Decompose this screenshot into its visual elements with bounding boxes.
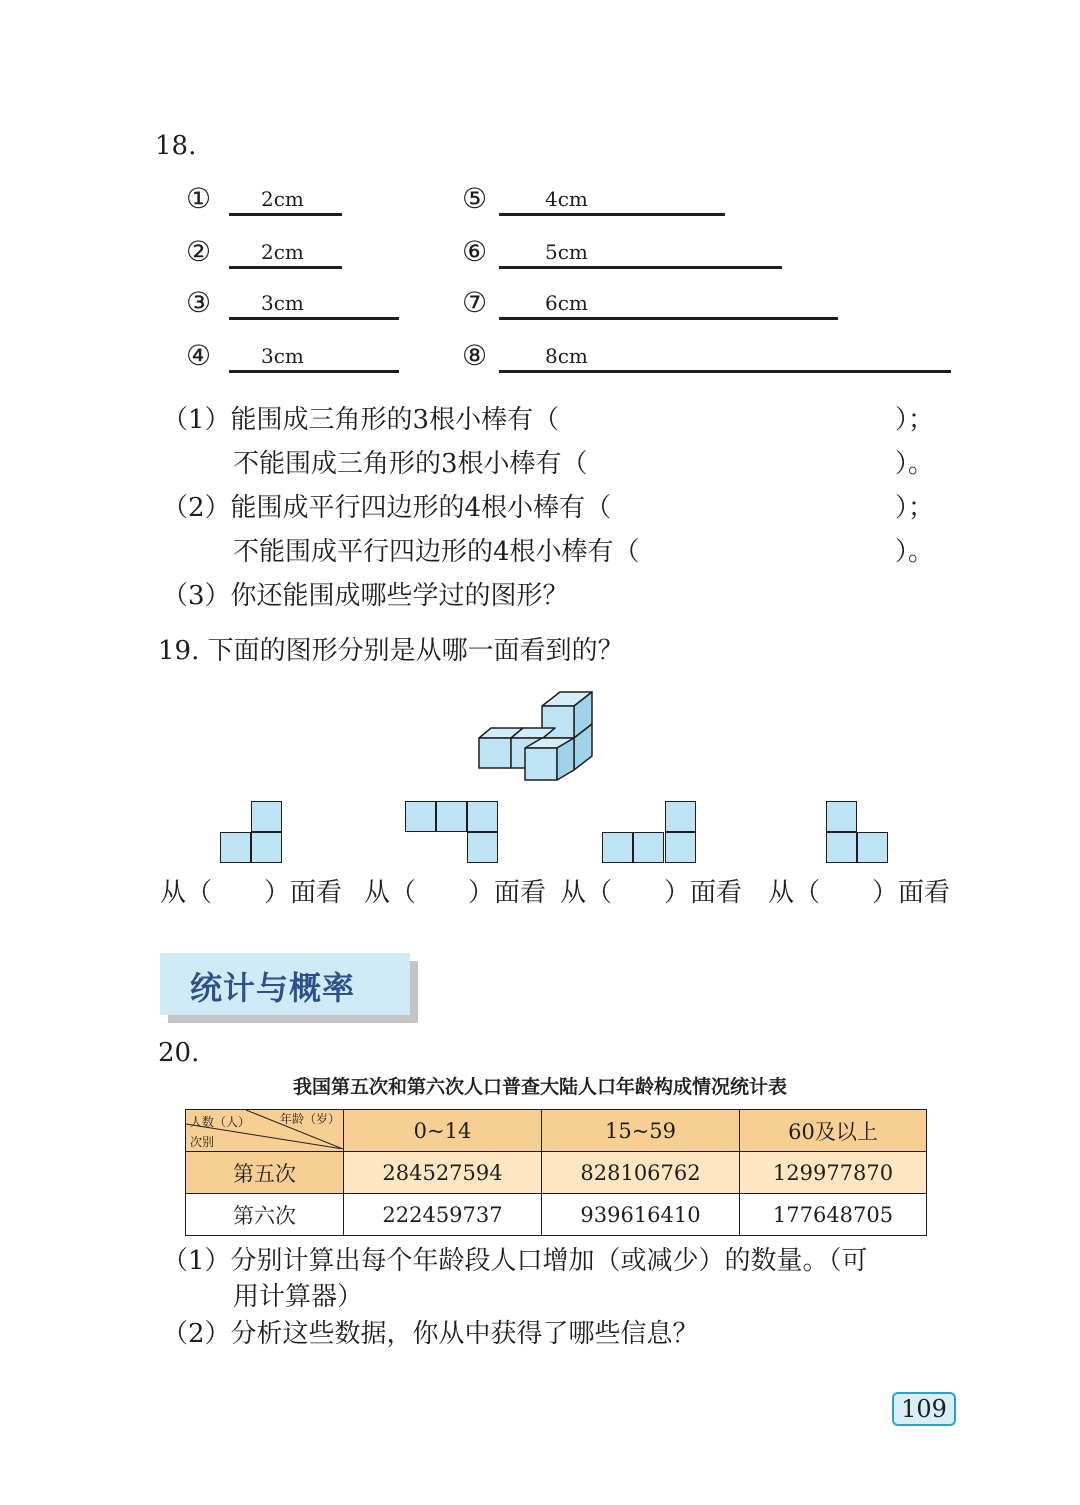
q18-part2-a: （2）能围成平行四边形的4根小棒有（: [162, 493, 612, 523]
row-label: 第五次: [186, 1152, 344, 1194]
stick-mark-4: ④: [186, 339, 212, 372]
question-20-number: 20.: [158, 1038, 200, 1068]
q18-part1-a-end: ）；: [895, 405, 935, 435]
stick-label-6: 5cm: [545, 240, 588, 264]
row-label: 第六次: [186, 1194, 344, 1236]
question-19-text: 19. 下面的图形分别是从哪一面看到的？: [158, 636, 624, 666]
stick-mark-6: ⑥: [462, 235, 488, 268]
stick-6: [499, 266, 782, 269]
column-header: 0~14: [344, 1110, 542, 1152]
table-cell: 284527594: [344, 1152, 542, 1194]
stick-mark-1: ①: [186, 182, 212, 215]
stick-2: [229, 266, 342, 269]
corner-age-label: 年龄（岁）: [279, 1112, 340, 1126]
question-18-number: 18.: [155, 131, 197, 161]
stick-7: [499, 317, 838, 320]
population-table: [185, 1109, 927, 1236]
table-title: 我国第五次和第六次人口普查大陆人口年龄构成情况统计表: [292, 1076, 787, 1098]
q18-part1-b-end: ）。: [895, 449, 935, 479]
stick-label-5: 4cm: [545, 187, 588, 211]
page-number: 109: [892, 1392, 956, 1426]
stick-3: [229, 317, 399, 320]
stick-mark-7: ⑦: [462, 286, 488, 319]
table-corner-cell: [186, 1110, 344, 1152]
stick-label-3: 3cm: [261, 291, 304, 315]
q18-part2-a-end: ）；: [895, 493, 935, 523]
table-cell: 939616410: [542, 1194, 740, 1236]
stick-mark-5: ⑤: [462, 182, 488, 215]
view-label-2: 从（ ）面看: [364, 878, 547, 908]
column-header: 15~59: [542, 1110, 740, 1152]
view-label-4: 从（ ）面看: [768, 878, 951, 908]
section-banner: [160, 953, 410, 1015]
stick-label-8: 8cm: [545, 344, 588, 368]
view-label-3: 从（ ）面看: [560, 878, 743, 908]
stick-label-2: 2cm: [261, 240, 304, 264]
table-cell: 129977870: [740, 1152, 927, 1194]
table-cell: 828106762: [542, 1152, 740, 1194]
table-row: [186, 1152, 927, 1194]
q18-part2-b: 不能围成平行四边形的4根小棒有（: [233, 537, 640, 567]
view-label-1: 从（ ）面看: [160, 878, 343, 908]
column-header: 60及以上: [740, 1110, 927, 1152]
stick-8: [499, 370, 951, 373]
stick-label-4: 3cm: [261, 344, 304, 368]
table-row: [186, 1194, 927, 1236]
q20-part2: （2）分析这些数据，你从中获得了哪些信息？: [162, 1319, 699, 1349]
stick-mark-3: ③: [186, 286, 212, 319]
table-cell: 177648705: [740, 1194, 927, 1236]
corner-round-label: 次别: [190, 1135, 215, 1149]
stick-mark-8: ⑧: [462, 339, 488, 372]
stick-label-1: 2cm: [261, 187, 304, 211]
q20-part1-a: （1）分别计算出每个年龄段人口增加（或减少）的数量。（可: [162, 1246, 868, 1276]
corner-people-label: 人数（人）: [190, 1115, 251, 1129]
stick-mark-2: ②: [186, 235, 212, 268]
cube-stack-figure: [470, 688, 600, 788]
q18-part2-b-end: ）。: [895, 537, 935, 567]
stick-label-7: 6cm: [545, 291, 588, 315]
stick-1: [229, 213, 342, 216]
section-title: 统计与概率: [190, 969, 356, 1007]
table-cell: 222459737: [344, 1194, 542, 1236]
q20-part1-b: 用计算器）: [233, 1282, 364, 1312]
stick-5: [499, 213, 725, 216]
q18-part1-b: 不能围成三角形的3根小棒有（: [233, 449, 588, 479]
q18-part1-a: （1）能围成三角形的3根小棒有（: [162, 405, 560, 435]
table-header-row: [186, 1110, 927, 1152]
q18-part3: （3）你还能围成哪些学过的图形？: [162, 581, 569, 611]
stick-4: [229, 370, 399, 373]
